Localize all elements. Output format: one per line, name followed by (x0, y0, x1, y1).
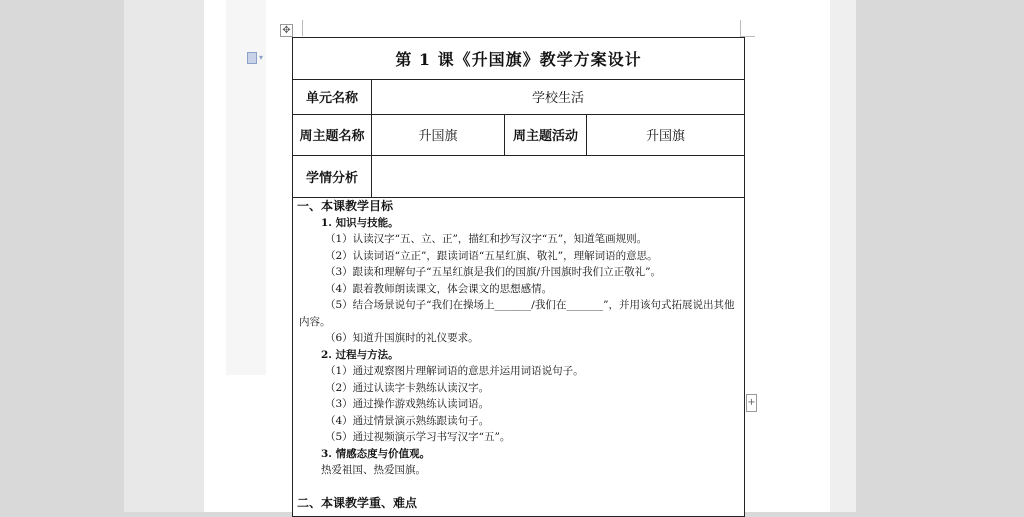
add-row-plus-icon[interactable]: + (746, 394, 757, 412)
weekly-theme-label: 周主题名称 (299, 129, 365, 144)
weekly-activity-value-cell[interactable] (587, 114, 744, 155)
list-item: （3）通过操作游戏熟练认读词语。 (325, 398, 490, 410)
chevron-down-icon[interactable]: ▾ (259, 53, 264, 62)
margin-corner-top-right (740, 20, 755, 37)
table-move-handle-icon[interactable]: ✥ (280, 24, 293, 37)
weekly-activity-label: 周主题活动 (512, 129, 578, 144)
subsection-heading: 1. 知识与技能。 (321, 216, 399, 229)
list-item: （2）通过认读字卡熟练认读汉字。 (325, 381, 490, 394)
table-title-cell[interactable] (293, 38, 744, 79)
unit-value: 学校生活 (531, 91, 584, 106)
page-title: 第 1 课《升国旗》教学方案设计 (395, 50, 642, 69)
lesson-plan-table (292, 37, 745, 517)
margin-corner-top-left (294, 20, 303, 36)
weekly-theme-value-cell[interactable] (372, 114, 504, 155)
document-icon[interactable] (247, 52, 257, 64)
list-item: （4）通过情景演示熟练跟读句子。 (325, 414, 490, 427)
weekly-theme-label-cell[interactable] (293, 114, 371, 155)
list-item: （3）跟读和理解句子“五星红旗是我们的国旗/升国旗时我们立正敬礼”。 (325, 266, 661, 278)
list-item: （4）跟着教师朗读课文，体会课文的思想感情。 (325, 282, 553, 295)
left-margin (124, 0, 204, 512)
list-item: （5）通过视频演示学习书写汉字“五”。 (325, 431, 511, 443)
analysis-label-cell[interactable] (293, 155, 371, 197)
analysis-label: 学情分析 (305, 170, 358, 186)
weekly-activity-value: 升国旗 (645, 129, 685, 144)
unit-label: 单元名称 (305, 91, 358, 106)
paragraph-text: 热爱祖国、热爱国旗。 (321, 464, 426, 476)
subsection-heading: 2. 过程与方法。 (321, 348, 399, 361)
unit-label-cell[interactable] (293, 79, 371, 114)
list-item: （2）认读词语“立正”，跟读词语“五星红旗、敬礼”，理解词语的意思。 (325, 249, 658, 262)
weekly-theme-value: 升国旗 (418, 129, 458, 144)
list-item: （1）认读汉字“五、立、正”，描红和抄写汉字“五”，知道笔画规则。 (325, 233, 648, 245)
section-heading: 一、本课教学目标 (297, 199, 394, 213)
right-margin (830, 0, 856, 512)
list-item: （1）通过观察图片理解词语的意思并运用词语说句子。 (325, 365, 584, 377)
list-item: （5）结合场景说句子“我们在操场上_______/我们在_______”，并用该句式拓展说出其他内容。 (299, 299, 735, 328)
list-item: （6）知道升国旗时的礼仪要求。 (325, 332, 479, 344)
weekly-activity-label-cell[interactable] (505, 114, 586, 155)
section-heading: 二、本课教学重、难点 (297, 495, 418, 510)
subsection-heading: 3. 情感态度与价值观。 (321, 447, 431, 460)
analysis-value-cell[interactable] (372, 155, 744, 197)
unit-value-cell[interactable] (372, 79, 744, 114)
teaching-content-cell[interactable] (299, 198, 743, 511)
